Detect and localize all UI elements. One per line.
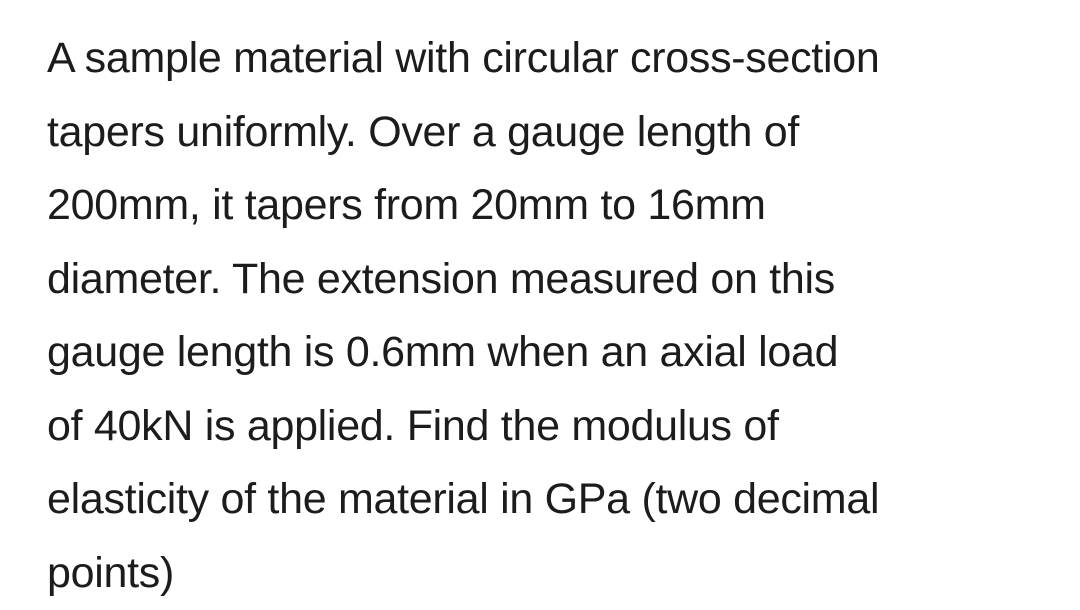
question-line: elasticity of the material in GPa (two decimal bbox=[47, 463, 1067, 537]
question-line: of 40kN is applied. Find the modulus of bbox=[47, 390, 1067, 464]
question-line: A sample material with circular cross-section bbox=[47, 22, 1067, 96]
question-line: gauge length is 0.6mm when an axial load bbox=[47, 316, 1067, 390]
question-text bbox=[47, 22, 1067, 610]
question-line: diameter. The extension measured on this bbox=[47, 243, 1067, 317]
question-line: 200mm, it tapers from 20mm to 16mm bbox=[47, 169, 1067, 243]
question-line: points) bbox=[47, 537, 1067, 610]
question-line: tapers uniformly. Over a gauge length of bbox=[47, 96, 1067, 170]
